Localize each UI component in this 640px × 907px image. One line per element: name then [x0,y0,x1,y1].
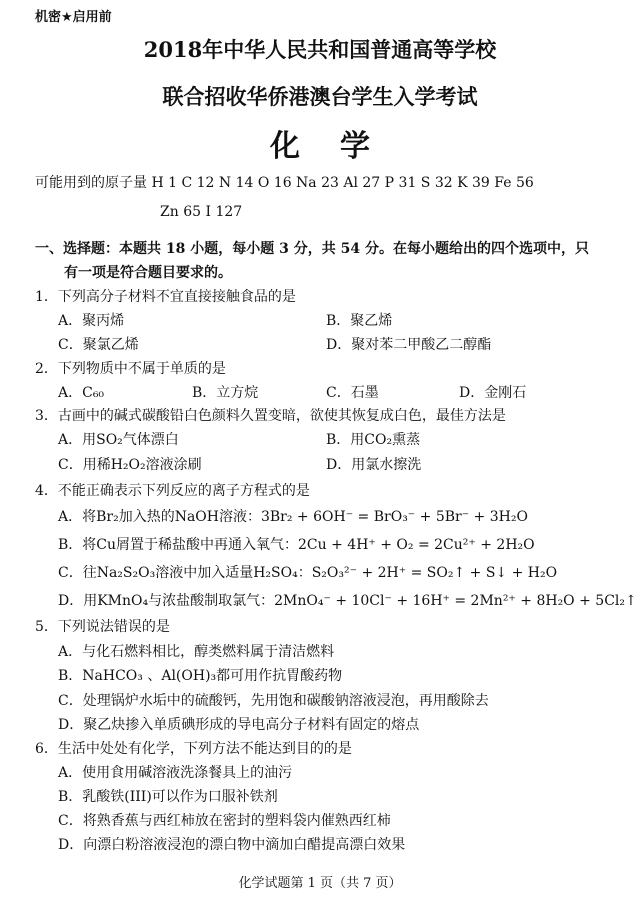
question-4-option-d: D．用KMnO₄与浓盐酸制取氯气：2MnO₄⁻ + 10Cl⁻ + 16H⁺ = 2Mn²⁺ + 8H₂O + 5Cl₂↑ [58,593,637,609]
question-4-option-a: A．将Br₂加入热的NaOH溶液：3Br₂ + 6OH⁻ = BrO₃⁻ + 5Br⁻ + 3H₂O [58,509,528,525]
question-2-option-c: C．石墨 [326,385,379,401]
question-3-option-a: A．用SO₂气体漂白 [58,432,179,448]
question-5-stem: 5．下列说法错误的是 [35,619,170,635]
section-instructions-line2: 有一项是符合题目要求的。 [64,265,232,281]
question-6-option-d: D．向漂白粉溶液浸泡的漂白物中滴加白醋提高漂白效果 [58,837,406,853]
question-6-option-a: A．使用食用碱溶液洗涤餐具上的油污 [58,765,293,781]
question-1-option-b: B．聚乙烯 [326,313,393,329]
question-1-option-c: C．聚氯乙烯 [58,337,139,353]
question-3-option-c: C．用稀H₂O₂溶液涂刷 [58,457,202,473]
question-5-option-b: B．NaHCO₃ 、Al(OH)₃都可用作抗胃酸药物 [58,668,343,684]
question-6-stem: 6．生活中处处有化学，下列方法不能达到目的的是 [35,741,352,757]
question-4-stem: 4．不能正确表示下列反应的离子方程式的是 [35,483,310,499]
question-5-option-a: A．与化石燃料相比，醇类燃料属于清洁燃料 [58,644,335,660]
question-2-option-b: B．立方烷 [192,385,259,401]
atomic-masses-line1: 可能用到的原子量 H 1 C 12 N 14 O 16 Na 23 Al 27 P 31 S 32 K 39 Fe 56 [35,175,534,191]
question-1-stem: 1．下列高分子材料不宜直接接触食品的是 [35,289,296,305]
question-1-option-d: D．聚对苯二甲酸乙二醇酯 [326,337,492,353]
page-footer: 化学试题第 1 页（共 7 页） [238,876,402,891]
question-4-option-b: B．将Cu屑置于稀盐酸中再通入氧气：2Cu + 4H⁺ + O₂ = 2Cu²⁺ + 2H₂O [58,537,535,553]
confidential-mark: 机密★启用前 [35,10,112,25]
question-2-option-d: D．金刚石 [459,385,527,401]
question-5-option-c: C．处理锅炉水垢中的硫酸钙，先用饱和碳酸钠溶液浸泡，再用酸除去 [58,693,489,709]
subject-title: 化学 [270,129,410,164]
question-3-option-b: B．用CO₂熏蒸 [326,432,421,448]
question-2-stem: 2．下列物质中不属于单质的是 [35,361,226,377]
question-3-stem: 3．古画中的碱式碳酸铅白色颜料久置变暗，欲使其恢复成白色，最佳方法是 [35,408,506,424]
question-6-option-b: B．乳酸铁(III)可以作为口服补铁剂 [58,789,278,805]
exam-title-line1: 2018年中华人民共和国普通高等学校 [143,37,497,62]
exam-title-line2: 联合招收华侨港澳台学生入学考试 [162,84,478,109]
question-4-option-c: C．往Na₂S₂O₃溶液中加入适量H₂SO₄：S₂O₃²⁻ + 2H⁺ = SO₂↑ + S↓ + H₂O [58,565,558,581]
atomic-masses-line2: Zn 65 I 127 [160,204,243,220]
question-5-option-d: D．聚乙炔掺入单质碘形成的导电高分子材料有固定的熔点 [58,717,420,733]
question-6-option-c: C．将熟香蕉与西红柿放在密封的塑料袋内催熟西红柿 [58,813,391,829]
question-1-option-a: A．聚丙烯 [58,313,125,329]
question-3-option-d: D．用氯水擦洗 [326,457,422,473]
section-instructions-line1: 一、选择题：本题共 18 小题，每小题 3 分，共 54 分。在每小题给出的四个选项中，只 [35,241,589,257]
question-2-option-a: A．C₆₀ [58,385,105,401]
